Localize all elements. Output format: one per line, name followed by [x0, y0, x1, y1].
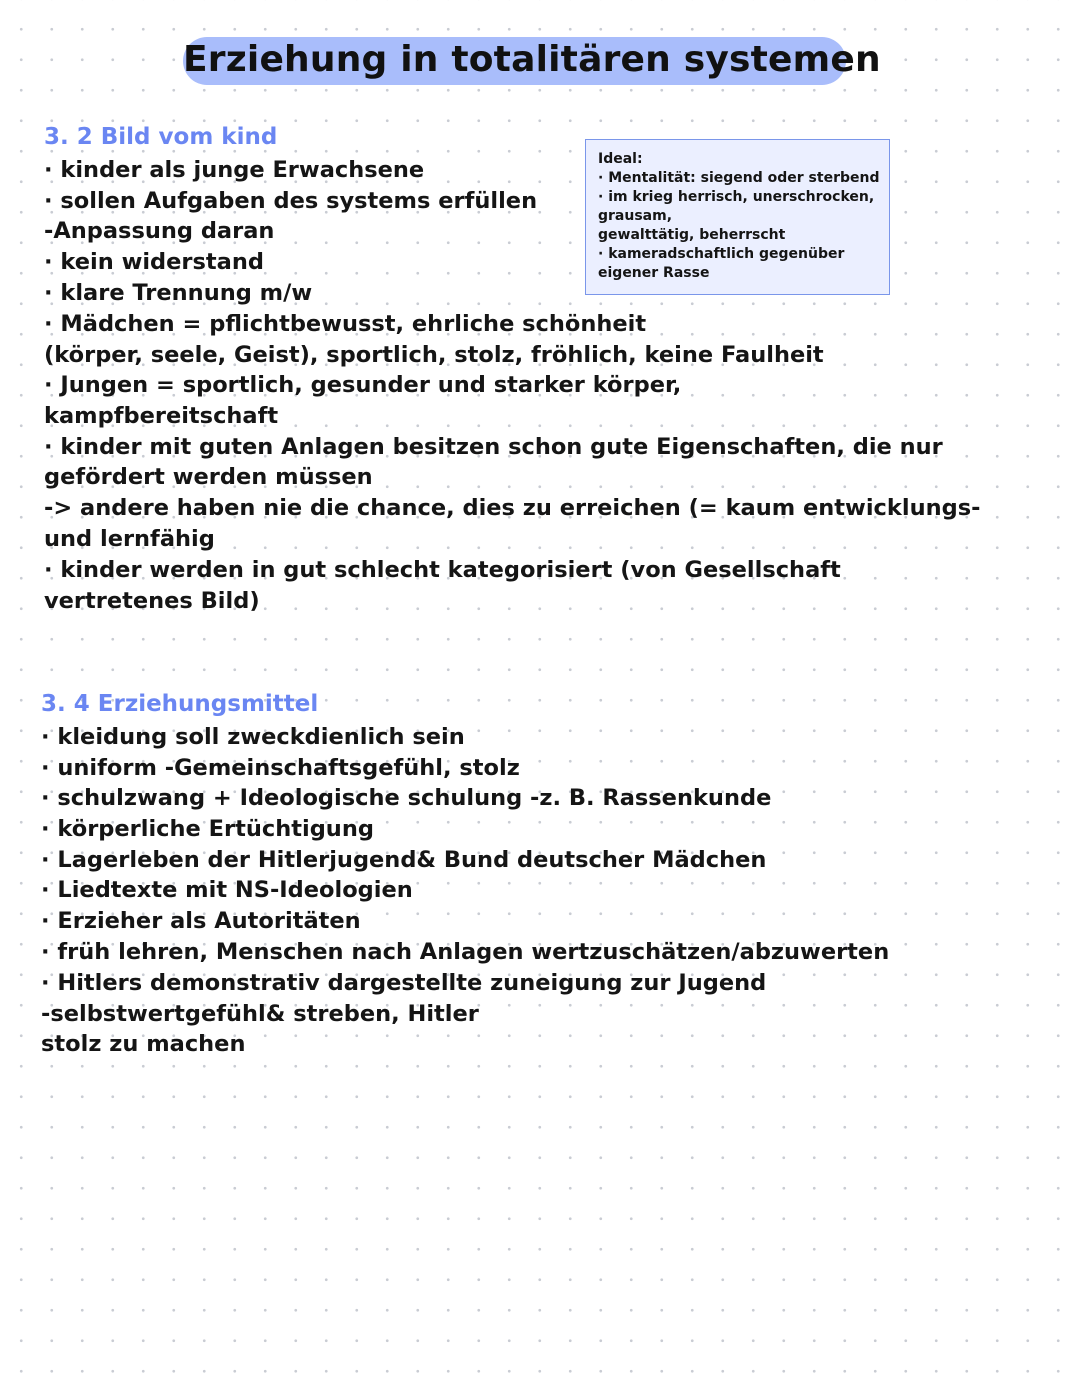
note-line: · körperliche Ertüchtigung [41, 816, 374, 842]
note-line: · Mädchen = pflichtbewusst, ehrliche schönheit [44, 311, 647, 337]
ideal-line: gewalttätig, beherrscht [598, 227, 786, 243]
note-line: · früh lehren, Menschen nach Anlagen wertzuschätzen/abzuwerten [41, 939, 890, 965]
note-line: -Anpassung daran [44, 218, 275, 244]
note-line: · Jungen = sportlich, gesunder und starker körper, [44, 372, 682, 398]
note-line: vertretenes Bild) [44, 588, 260, 614]
note-line: (körper, seele, Geist), sportlich, stolz, fröhlich, keine Faulheit [44, 342, 824, 368]
note-line: · kleidung soll zweckdienlich sein [41, 724, 465, 750]
section-heading-bild-vom-kind: 3. 2 Bild vom kind [44, 124, 278, 150]
section-heading-erziehungsmittel: 3. 4 Erziehungsmittel [41, 691, 319, 717]
note-line: · schulzwang + Ideologische schulung -z. B. Rassenkunde [41, 785, 772, 811]
note-line: · klare Trennung m/w [44, 280, 313, 306]
note-line: · Erzieher als Autoritäten [41, 908, 361, 934]
note-line: -> andere haben nie die chance, dies zu erreichen (= kaum entwicklungs- [44, 495, 981, 521]
note-line: stolz zu machen [41, 1031, 246, 1057]
ideal-line: grausam, [598, 208, 673, 224]
note-line: gefördert werden müssen [44, 464, 373, 490]
note-line: · kinder werden in gut schlecht kategorisiert (von Gesellschaft [44, 557, 841, 583]
note-line: · uniform -Gemeinschaftsgefühl, stolz [41, 755, 520, 781]
note-line: · kinder mit guten Anlagen besitzen schon gute Eigenschaften, die nur [44, 434, 943, 460]
note-line: und lernfähig [44, 526, 215, 552]
note-line: · kinder als junge Erwachsene [44, 157, 425, 183]
note-line: · Lagerleben der Hitlerjugend& Bund deutscher Mädchen [41, 847, 767, 873]
note-line: · kein widerstand [44, 249, 264, 275]
title-highlight [183, 37, 881, 85]
ideal-box [585, 139, 890, 295]
note-line: · sollen Aufgaben des systems erfüllen [44, 188, 538, 214]
note-line: · Liedtexte mit NS-Ideologien [41, 877, 413, 903]
note-line: kampfbereitschaft [44, 403, 279, 429]
ideal-line: · kameradschaftlich gegenüber [598, 246, 845, 262]
ideal-line: · Mentalität: siegend oder sterbend [598, 170, 880, 186]
note-line: -selbstwertgefühl& streben, Hitler [41, 1001, 479, 1027]
page-title: Erziehung in totalitären systemen [183, 39, 881, 80]
ideal-line: · im krieg herrisch, unerschrocken, [598, 189, 875, 205]
note-line: · Hitlers demonstrativ dargestellte zuneigung zur Jugend [41, 970, 767, 996]
ideal-line: Ideal: [598, 151, 643, 167]
ideal-line: eigener Rasse [598, 265, 710, 281]
